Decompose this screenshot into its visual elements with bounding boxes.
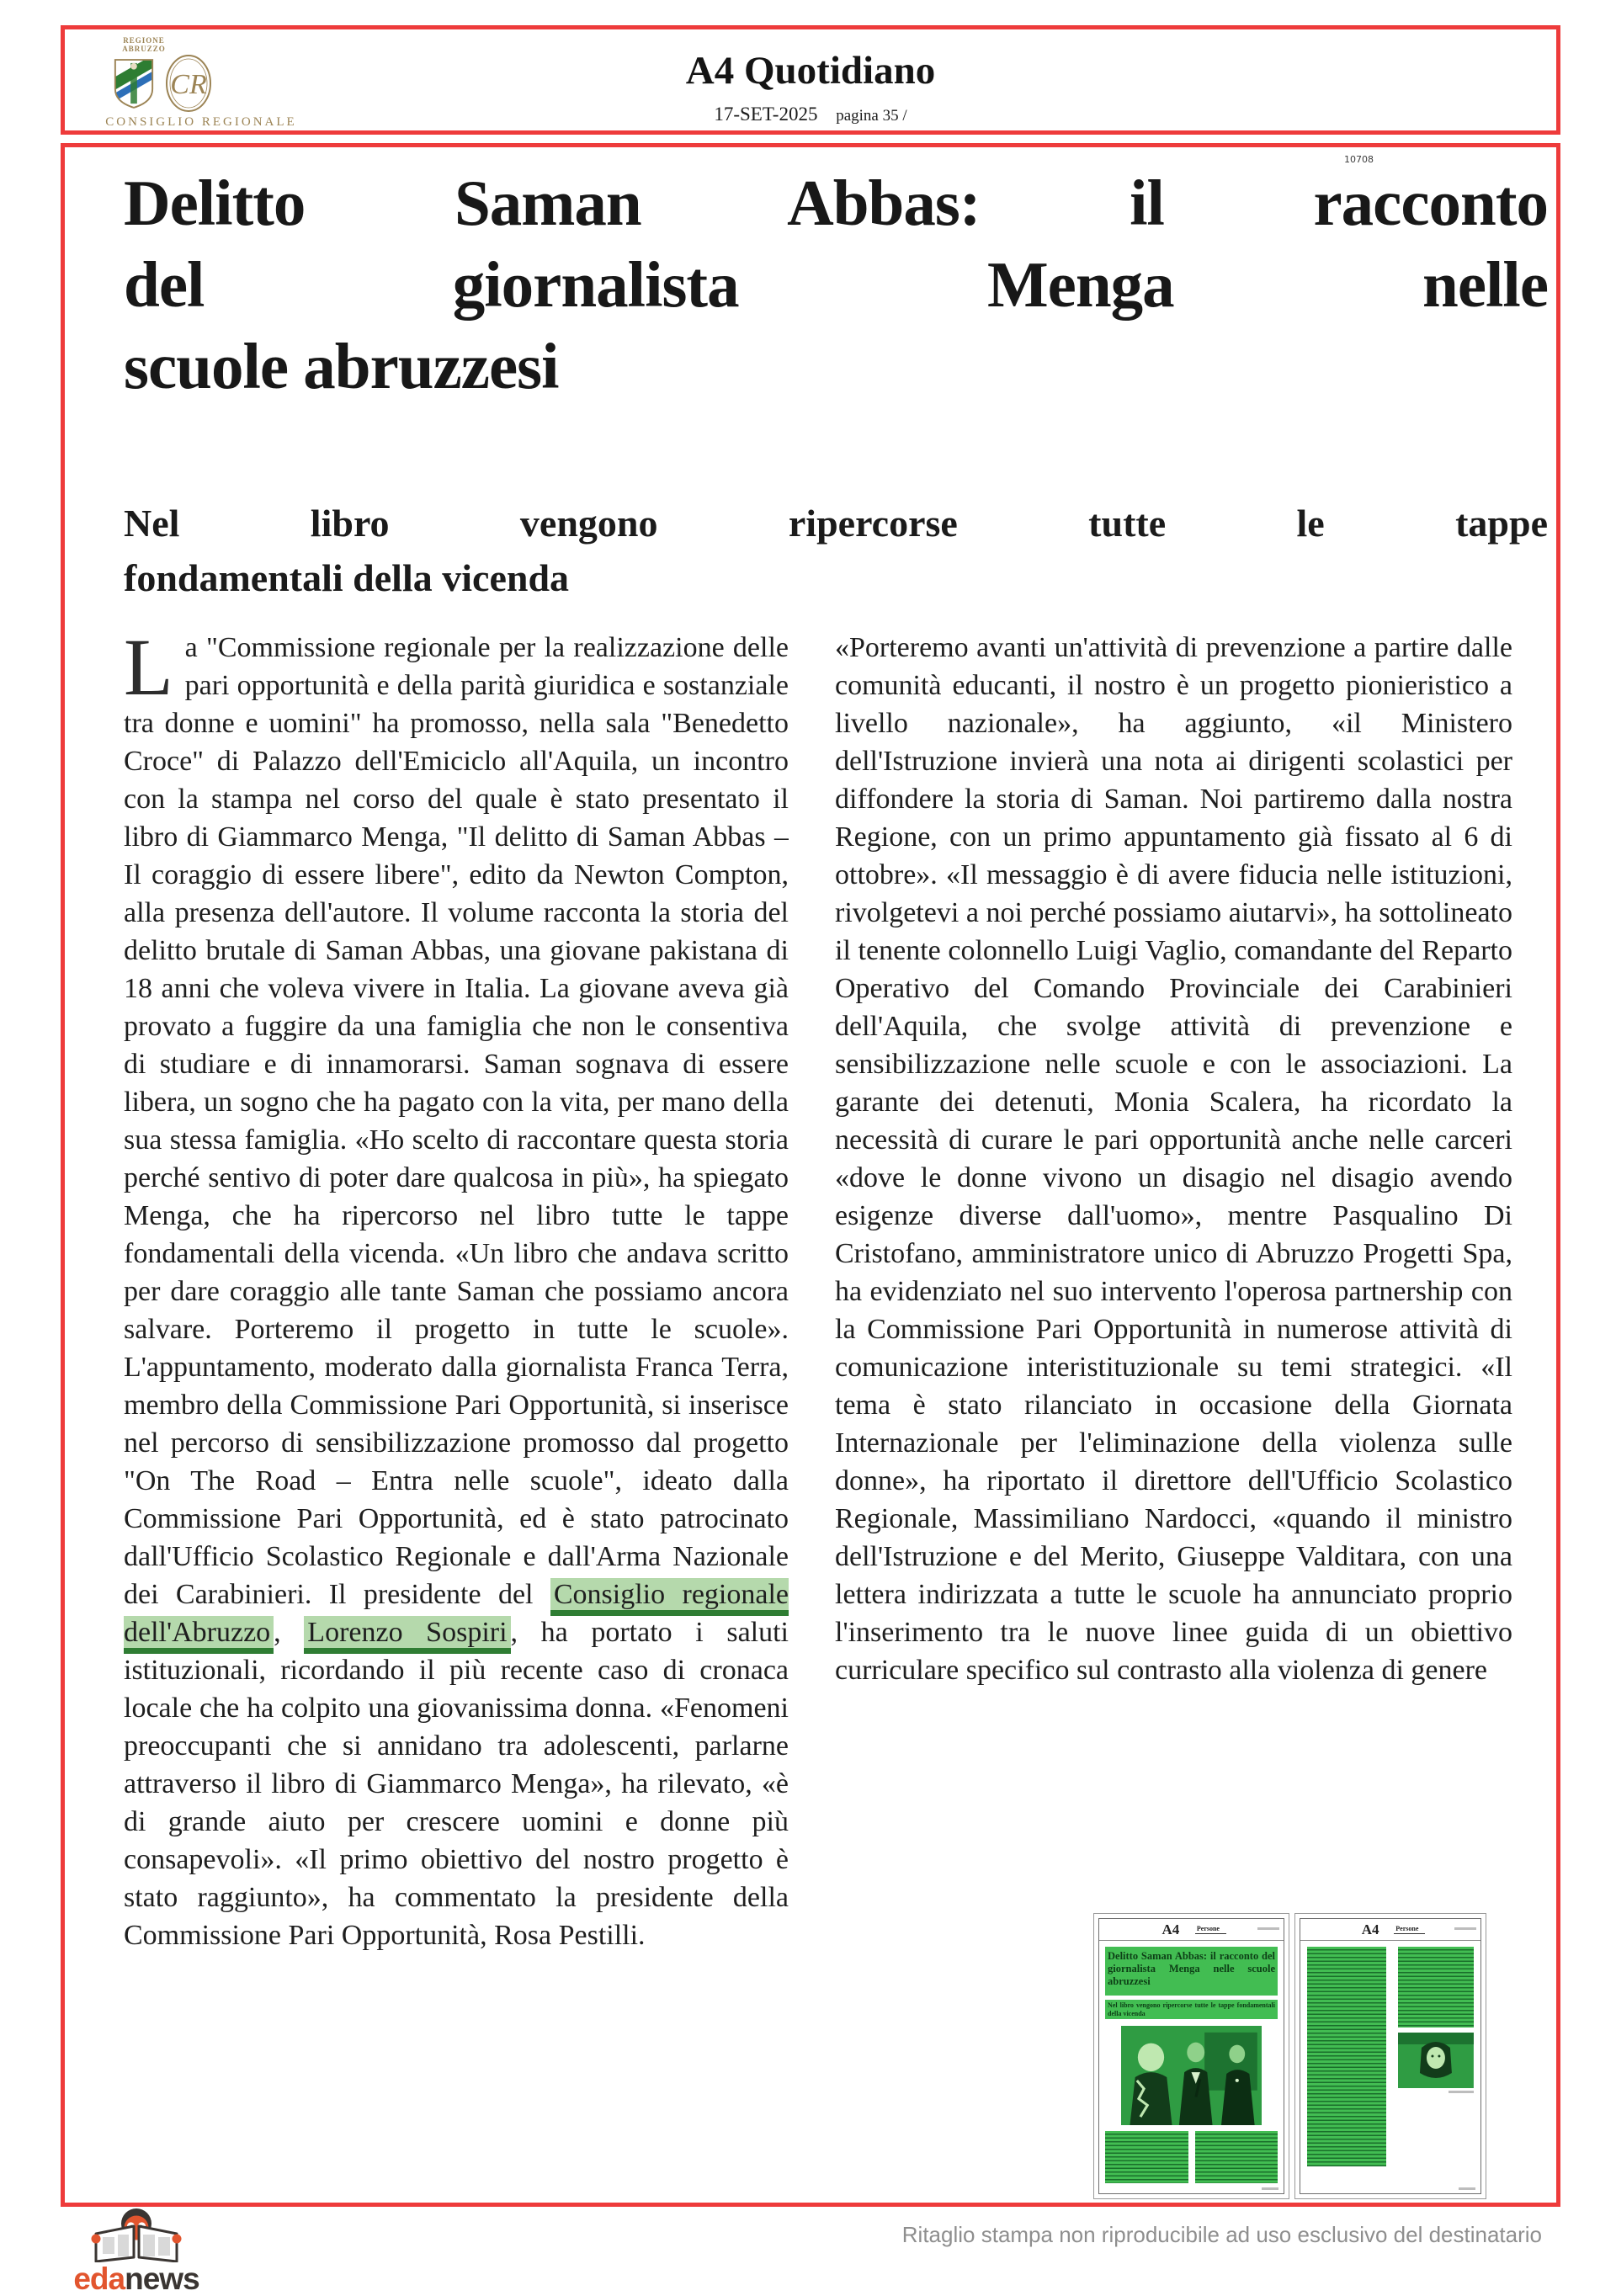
page-thumbnail-2 <box>1294 1913 1486 2199</box>
thumbnail-2-text-column-left <box>1307 1947 1386 2166</box>
subheadline-line-2: fondamentali della vicenda <box>124 556 570 599</box>
thumbnail-1-section-label: Persone <box>1195 1925 1226 1934</box>
headline-line-2: del giornalista Menga nelle <box>124 248 1548 321</box>
drop-cap: L <box>124 629 173 712</box>
thumbnail-2-text-column-right <box>1398 1947 1474 2028</box>
edanews-wordmark-news: news <box>125 2261 199 2296</box>
thumbnail-2-photo-caption-mark <box>1449 2091 1474 2093</box>
thumbnail-1-edition-mark <box>1257 1927 1279 1930</box>
headline-line-1: Delitto Saman Abbas: il racconto <box>124 167 1548 239</box>
page-thumbnail-1 <box>1093 1913 1289 2199</box>
regione-label-line1: REGIONE <box>123 36 165 45</box>
thumbnail-1-headline: Delitto Saman Abbas: il racconto del giornalista Menga nelle scuole abruzzesi <box>1105 1947 1278 1996</box>
clip-code: 10708 <box>1344 154 1374 165</box>
edanews-reader-icon <box>62 2208 210 2262</box>
article-headline <box>124 162 1548 407</box>
publication-date-line <box>65 104 1556 125</box>
thumbnail-1-text-column-right <box>1195 2131 1278 2183</box>
publication-title: A4 Quotidiano <box>685 49 936 93</box>
consiglio-regionale-label: CONSIGLIO REGIONALE <box>105 115 297 129</box>
thumbnail-2-page <box>1300 1918 1481 2194</box>
article-column-1 <box>124 629 789 2204</box>
column-2-text: «Porteremo avanti un'attività di prevenzione a partire dalle comunità educanti, il nostro è un progetto pionieristico a livello nazionale», ha aggiunto, «il Ministero dell'Istruzione invierà una nota ai dirigenti scolastici per diffondere la storia di Saman. Noi partiremo dalla nostra Regione, con un primo appuntamento già fissato al 6 di ottobre». «Il messaggio è di avere fiducia nelle istituzioni, rivolgetevi a noi perché possiamo aiutarvi», ha sottolineato il tenente colonnello Luigi Vaglio, comandante del Reparto Operativo del Comando Provinciale dei Carabinieri dell'Aquila, che svolge attività di prevenzione e sensibilizzazione nelle scuole e con le associazioni. La garante dei detenuti, Monia Scalera, ha ricordato la necessità di curare le pari opportunità anche nelle carceri «dove le donne vivono un disagio nel disagio avendo esigenze diverse dall'uomo», mentre Pasqualino Di Cristofano, amministratore unico di Abruzzo Progetti Spa, ha evidenziato nel suo intervento l'operosa partnership con la Commissione Pari Opportunità in numerose attività di comunicazione interistituzionale su temi strategici. «Il tema è stato rilanciato in occasione della Giornata Internazionale per l'eliminazione della violenza sulle donne», ha riportato il direttore dell'Ufficio Scolastico Regionale, Massimiliano Nardocci, «quando il ministro dell'Istruzione e del Merito, Giuseppe Valditara, con una lettera indirizzata a tutte le scuole ha annunciato proprio l'inserimento tra le nuove linee guida di un obiettivo curriculare specifico sul contrasto alla violenza di genere <box>835 632 1512 1686</box>
thumbnail-2-edition-mark <box>1454 1927 1476 1930</box>
publication-date: 17-SET-2025 <box>714 104 818 125</box>
thumbnail-2-section-label: Persone <box>1394 1925 1425 1934</box>
edanews-wordmark-eda: eda <box>73 2261 125 2296</box>
headline-line-3: scuole abruzzesi <box>124 330 559 402</box>
thumbnail-1-photo <box>1121 2026 1262 2125</box>
thumbnail-2-masthead-title: A4 <box>1361 1921 1379 1937</box>
column-1-text <box>124 632 789 1951</box>
thumbnail-2-photo <box>1398 2033 1474 2088</box>
subheadline-line-1: Nel libro vengono ripercorse tutte le tappe <box>124 502 1548 545</box>
thumbnail-1-text-column-left <box>1105 2131 1188 2183</box>
thumbnail-1-page <box>1098 1918 1284 2194</box>
highlighted-text: Consiglio regionale dell'Abruzzo <box>124 1578 789 1654</box>
body-text: a "Commissione regionale per la realizzazione delle pari opportunità e della parità giuridica e sostanziale tra donne e uomini" ha promosso, nella sala "Benedetto Croce" di Palazzo dell'Emiciclo all'Aquila, un incontro con la stampa nel corso del quale è stato presentato il libro di Giammarco Menga, "Il delitto di Saman Abbas – Il coraggio di essere libere", edito da Newton Compton, alla presenza dell'autore. Il volume racconta la storia del delitto brutale di Saman Abbas, una giovane pakistana di 18 anni che voleva vivere in Italia. La giovane aveva già provato a fuggire da una famiglia che non le consentiva di studiare e di innamorarsi. Saman sognava di essere libera, un sogno che ha pagato con la vita, per mano della sua stessa famiglia. «Ho scelto di raccontare questa storia perché sentivo di poter dare qualcosa in più», ha spiegato Menga, che ha ripercorso nel libro tutte le tappe fondamentali della vicenda. «Un libro che andava scritto per dare coraggio alle tante Saman che possiamo ancora salvare. Porteremo il progetto in tutte le scuole». L'appuntamento, moderato dalla giornalista Franca Terra, membro della Commissione Pari Opportunità, si inserisce nel percorso di sensibilizzazione promosso dal progetto "On The Road – Entra nelle scuole", ideato dalla Commissione Pari Opportunità, ed è stato patrocinato dall'Ufficio Scolastico Regionale e dall'Arma Nazionale dei Carabinieri. Il presidente del <box>124 632 789 1610</box>
cr-monogram-text: CR <box>170 69 207 100</box>
body-text: , ha portato i saluti istituzionali, ricordando il più recente caso di cronaca locale che ha colpito una giovanissima donna. «Fenomeni preoccupanti che si annidano tra adolescenti, parlarne attraverso il libro di Giammarco Menga», ha rilevato, «è di grande aiuto per crescere uomini e donne più consapevoli». «Il primo obiettivo del nostro progetto è stato raggiunto», ha commentato la presidente della Commissione Pari Opportunità, Rosa Pestilli. <box>124 1617 789 1951</box>
thumbnail-1-masthead-title: A4 <box>1162 1921 1180 1937</box>
edanews-wordmark <box>62 2261 210 2296</box>
highlighted-text: Lorenzo Sospiri <box>304 1616 510 1654</box>
thumbnail-1-text-columns <box>1105 2131 1278 2183</box>
thumbnail-1-masthead <box>1099 1919 1284 1941</box>
thumbnail-2-masthead <box>1300 1919 1480 1941</box>
press-review-header <box>61 25 1560 135</box>
reproduction-disclaimer: Ritaglio stampa non riproducibile ad uso esclusivo del destinatario <box>901 2222 1542 2247</box>
thumbnail-1-page-number-mark <box>1262 2187 1278 2190</box>
regione-label-line2: ABRUZZO <box>122 45 166 53</box>
edanews-logo <box>62 2208 210 2294</box>
thumbnail-2-page-number-mark <box>1459 2187 1475 2190</box>
article-column-2 <box>835 629 1512 1915</box>
body-text: , <box>274 1617 305 1648</box>
article-subheadline <box>124 496 1548 605</box>
thumbnail-1-subheadline: Nel libro vengono ripercorse tutte le tappe fondamentali della vicenda <box>1105 2000 1278 2019</box>
article-clipping <box>61 143 1560 2207</box>
page-number-label: pagina 35 / <box>836 107 907 125</box>
